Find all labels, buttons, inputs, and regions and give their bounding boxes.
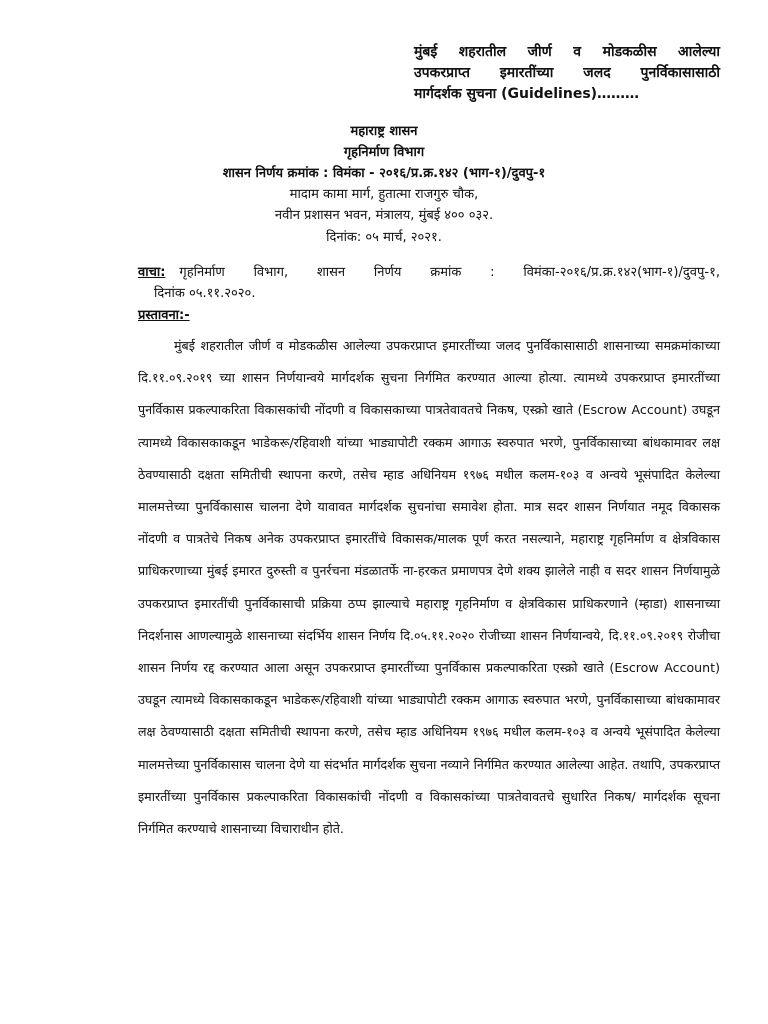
government-name: महाराष्ट्र शासन — [350, 124, 418, 139]
reference-section — [138, 262, 720, 304]
address-line-2: नवीन प्रशासन भवन, मंत्रालय, मुंबई ४०० ०३२. — [274, 208, 494, 223]
gr-number: शासन निर्णय क्रमांक : विमंका - २०१६/प्र.क्र.१४२ (भाग-१)/दुवपु-१ — [222, 166, 546, 181]
reference-line-1: गृहनिर्माण विभाग, शासन निर्णय क्रमांक : विमंका-२०१६/प्र.क्र.१४२(भाग-१)/दुवपु-१, — [179, 265, 720, 280]
title-line-3: मार्गदर्शक सुचना (Guidelines)……… — [414, 86, 640, 102]
department-name: गृहनिर्माण विभाग — [343, 145, 425, 160]
issue-date: दिनांक: ०५ मार्च, २०२१. — [326, 230, 442, 245]
reference-line-2: दिनांक ०५.११.२०२०. — [154, 286, 256, 301]
reference-label: वाचा: — [138, 265, 166, 280]
introduction-heading: प्रस्तावना:- — [138, 308, 190, 323]
introduction-paragraph: मुंबई शहरातील जीर्ण व मोडकळीस आलेल्या उपकरप्राप्त इमारतींच्या जलद पुनर्विकासासाठी शासनाच्या समक्रमांकाच्या दि.११.०९.२०१९ च्या शासन निर्णयान्वये मार्गदर्शक सुचना निर्गमित करण्यात आल्या होत्या. त्यामध्ये उपकरप्राप्त इमारतींच्या पुनर्विकास प्रकल्पाकरिता विकासकांची नोंदणी व विकासकाच्या पात्रतेवावतचे निकष, एस्क्रो खाते (Escrow Account) उघडून त्यामध्ये विकासकाकडून भाडेकरू/रहिवाशी यांच्या भाड्यापोटी रक्कम आगाऊ स्वरुपात भरणे, पुनर्विकासाच्या बांधकामावर लक्ष ठेवण्यासाठी दक्षता समितीची स्थापना करणे, तसेच म्हाड अधिनियम १९७६ मधील कलम-१०३ व अन्वये भूसंपादित केलेल्या मालमत्तेच्या पुनर्विकासास चालना देणे यावावत मार्गदर्शक सुचनांचा समावेश होता. मात्र सदर शासन निर्णयात नमूद विकासक नोंदणी व पात्रतेचे निकष अनेक उपकरप्राप्त इमारतींचे विकासक/मालक पूर्ण करत नसल्याने, महाराष्ट्र गृहनिर्माण व क्षेत्रविकास प्राधिकरणाच्या मुंबई इमारत दुरुस्ती व पुनर्रचना मंडळातर्फे ना-हरकत प्रमाणपत्र देणे शक्य झालेले नाही व सदर शासन निर्णयामुळे उपकरप्राप्त इमारतींची पुनर्विकासाची प्रक्रिया ठप्प झाल्याचे महाराष्ट्र गृहनिर्माण व क्षेत्रविकास प्राधिकरणाने (म्हाडा) शासनाच्या निदर्शनास आणल्यामुळे शासनाच्या संदर्भिय शासन निर्णय दि.०५.११.२०२० रोजीच्या शासन निर्णयान्वये, दि.११.०९.२०१९ रोजीचा शासन निर्णय रद्द करण्यात आला असून उपकरप्राप्त इमारतींच्या पुनर्विकास प्रकल्पाकरिता एस्क्रो खाते (Escrow Account) उघडून त्यामध्ये विकासकाकडून भाडेकरू/रहिवाशी यांच्या भाड्यापोटी रक्कम आगाऊ स्वरुपात भरणे, पुनर्विकासाच्या बांधकामावर लक्ष ठेवण्यासाठी दक्षता समितीची स्थापना करणे, तसेच म्हाड अधिनियम १९७६ मधील कलम-१०३ व अन्वये भूसंपादित केलेल्या मालमत्तेच्या पुनर्विकासास चालना देणे या संदर्भात मार्गदर्शक सुचना नव्याने निर्गमित करण्यात आलेल्या आहेत. तथापि, उपकरप्राप्त इमारतींच्या पुनर्विकास प्रकल्पाकरिता विकासकांची नोंदणी व विकासकांच्या पात्रतेवावतचे सुधारित निकष/ मार्गदर्शक सूचना निर्गमित करण्याचे शासनाच्या विचाराधीन होते. — [138, 338, 721, 837]
address-line-1: मादाम कामा मार्ग, हुतात्मा राजगुरु चौक, — [289, 187, 479, 202]
document-title — [414, 42, 720, 105]
title-line-2: उपकरप्राप्त इमारतींच्या जलद पुनर्विकासासाठी — [414, 65, 720, 81]
title-line-1: मुंबई शहरातील जीर्ण व मोडकळीस आलेल्या — [414, 44, 720, 60]
